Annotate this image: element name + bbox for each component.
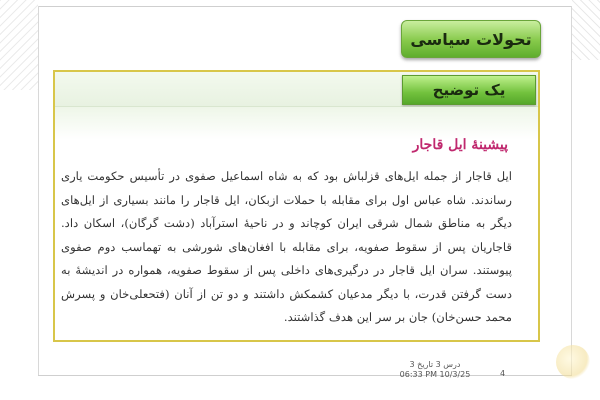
frame-line-bottom bbox=[38, 375, 572, 376]
content-panel bbox=[53, 70, 540, 342]
panel-body bbox=[55, 107, 538, 340]
panel-header-label: یک توضیح bbox=[432, 81, 506, 99]
frame-line-top bbox=[38, 6, 572, 7]
slide-title-badge bbox=[401, 20, 541, 58]
panel-header bbox=[55, 72, 538, 107]
panel-header-tab bbox=[402, 75, 536, 105]
decorative-circle bbox=[556, 345, 590, 379]
footer-timestamp: 06:33 PM 10/3/25 bbox=[399, 370, 471, 379]
body-paragraph: ایل قاجار از جمله ایل‌های قزلباش بود که به شاه اسماعیل صفوی در تأسیس حکومت یاری رساندند. شاه عباس اول برای مقابله با حملات ازبکان، ایل قاجار را مانند بسیاری از ایل‌های دیگر به مناطق شمال شرقی ایران کوچاند و در ناحیهٔ استرآباد (دشت گرگان)، اسکان داد. قاجاریان پس از سقوط صفویه، برای مقابله با افغان‌های شورشی به تهماسب دوم صفوی پیوستند. سران ایل قاجار در درگیری‌های داخلی پس از سقوط صفویه، همواره در اندیشهٔ به دست گرفتن قدرت، با دیگر مدعیان کشمکش داشتند و دو تن از آنان (فتحعلی‌خان و پسرش محمد حسن‌خان) جان بر سر این هدف گذاشتند. bbox=[61, 169, 512, 324]
page-number: 4 bbox=[500, 369, 506, 378]
decorative-stripes-left bbox=[0, 0, 38, 90]
decorative-stripes-right bbox=[572, 0, 600, 60]
section-heading: پیشینهٔ ایل قاجار bbox=[412, 137, 508, 153]
slide-title: تحولات سیاسی bbox=[410, 29, 532, 49]
footer-lesson: درس 3 تاریخ 3 bbox=[409, 360, 461, 369]
slide-footer bbox=[385, 360, 485, 380]
frame-line-left bbox=[38, 6, 39, 376]
frame-line-right bbox=[571, 6, 572, 376]
